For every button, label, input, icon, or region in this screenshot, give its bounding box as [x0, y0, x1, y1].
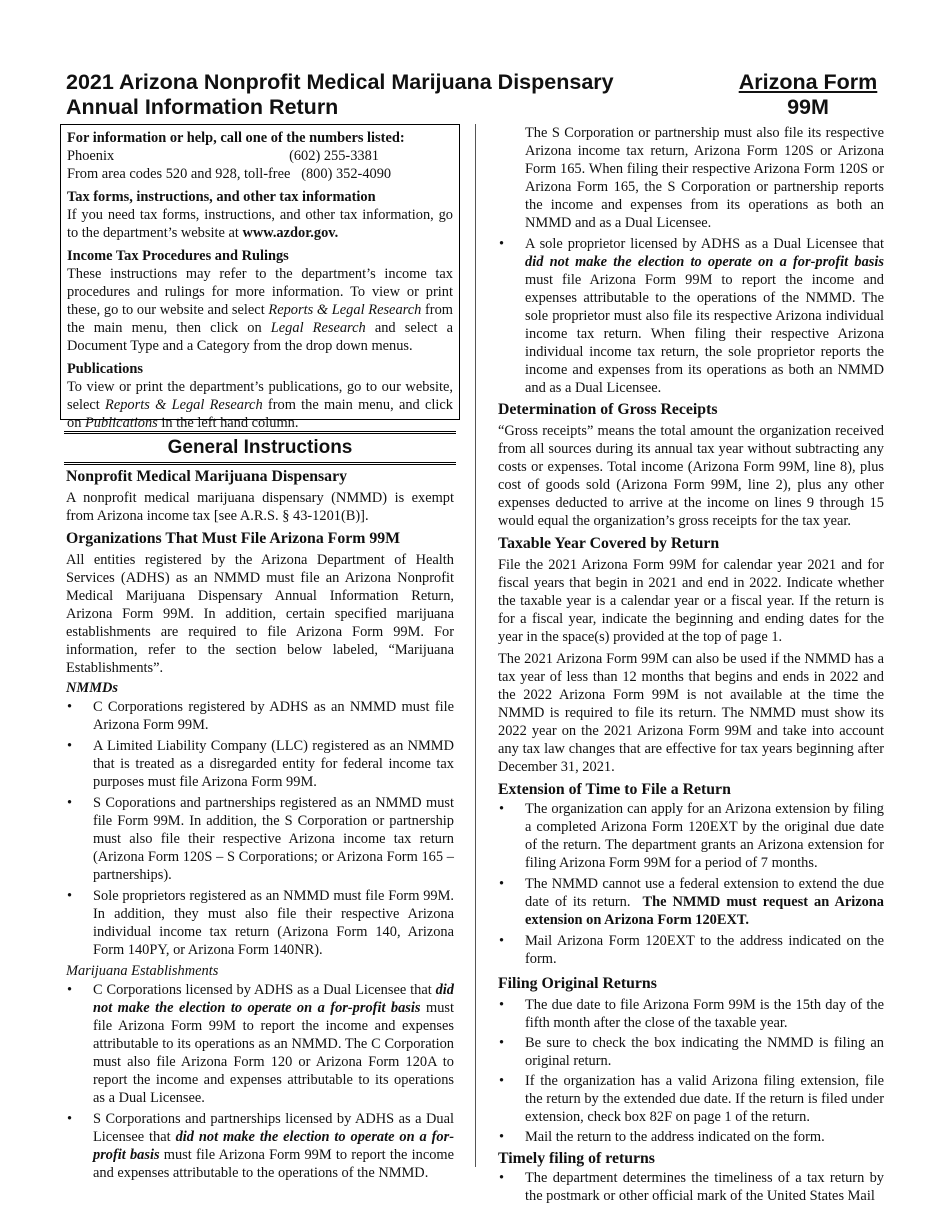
me-bullet-1-b: must file Arizona Form 99M to report the income and expenses attributable to its operations as an NMMD. The C Corporation must also file Arizona Form 120 or Arizona Form 120A to report the income and expenses attributable to its operations as a Dual Licensee. — [93, 1000, 454, 1106]
procedures-body-3: and select a Document Type and a Category from the drop down menus. — [67, 320, 453, 354]
publications-body-2: from the main menu, and click on — [67, 397, 453, 431]
timely-list — [498, 1169, 884, 1205]
list-item — [498, 875, 884, 929]
phoenix-phone-row — [67, 147, 453, 165]
list-item: • Mail Arizona Form 120EXT to the address indicated on the form. — [498, 932, 884, 968]
me-bullet-2-b: must file Arizona Form 99M to report the income and expenses attributable to the operations of the NMMD. — [93, 1147, 454, 1181]
left-column — [66, 467, 454, 1185]
continued-text: The S Corporation or partnership must also file its respective Arizona income tax return, Arizona Form 120S or Arizona Form 165. When filing their respective Arizona Form 120S or Arizona Form 165, the S Corporation or partnership reports the income and expenses from its operations as both an NMMD and as a Dual Licensee. — [525, 125, 884, 231]
me-bullet-1-emphasis: did not make the election to operate on a for-profit basis — [93, 982, 454, 1016]
right-column — [498, 124, 884, 1208]
info-box — [60, 124, 460, 431]
publications-heading: Publications — [67, 361, 143, 377]
list-item: • The due date to file Arizona Form 99M is the 15th day of the fifth month after the close of the taxable year. — [498, 996, 884, 1032]
list-item: • Mail the return to the address indicated on the form. — [498, 1128, 884, 1146]
title-line-1: 2021 Arizona Nonprofit Medical Marijuana Dispensary — [66, 70, 614, 94]
orgs-text: All entities registered by the Arizona Department of Health Services (ADHS) as an NMMD must file an Arizona Nonprofit Medical Marijuana Dispensary Annual Information Return, Arizona Form 99M. In addition, certain specified marijuana establishments are required to file Arizona Form 99M. For information, refer to the section below labeled, “Marijuana Establishments”. — [66, 552, 454, 676]
procedures-body-2: from the main menu, then click on — [67, 302, 453, 336]
gross-receipts-text: “Gross receipts” means the total amount the organization received from all sources during its annual tax year without subtracting any costs or expenses. Total income (Arizona Form 99M, line 8), plus cost of goods sold (Arizona Form 99M, line 2), plus any other expenses deducted to arrive at the income on lines 9 through 15 would equal the organization’s gross receipts for the tax year. — [498, 423, 884, 529]
page-title — [66, 70, 706, 120]
general-instructions-heading: General Instructions — [64, 431, 456, 465]
me-bullet-2-a: S Corporations and partnerships licensed by ADHS as a Dual Licensee that — [93, 1111, 454, 1145]
publications-body-1: To view or print the department’s publications, go to our website, select — [67, 379, 453, 413]
form-id — [728, 70, 888, 120]
timely-heading: Timely filing of returns — [498, 1150, 655, 1167]
extension-list — [498, 800, 884, 968]
me-subheading: Marijuana Establishments — [66, 963, 219, 979]
list-item — [498, 235, 884, 397]
list-item: • C Corporations registered by ADHS as an NMMD must file Arizona Form 99M. — [66, 698, 454, 734]
publications-body-3: in the left hand column. — [161, 415, 299, 431]
list-item: • The department determines the timeliness of a tax return by the postmark or other official mark of the United States Mail — [498, 1169, 884, 1205]
list-item: • S Coporations and partnerships registered as an NMMD must file Form 99M. In addition, the S Corporation or partnership must also file their respective Arizona income tax return (Arizona Form 120S – S Corporations; or Arizona Form 165 – partnerships). — [66, 794, 454, 884]
help-heading: For information or help, call one of the numbers listed: — [67, 130, 405, 146]
tollfree-phone: (800) 352-4090 — [301, 166, 392, 182]
procedures-text — [67, 265, 453, 355]
gross-receipts-heading: Determination of Gross Receipts — [498, 401, 718, 418]
ext-bullet-2-a: The NMMD cannot use a federal extension to extend the due date of its return. — [525, 876, 884, 910]
taxable-year-text-1: File the 2021 Arizona Form 99M for calendar year 2021 and for fiscal years that begin in 2021 and end in 2022. Indicate whether the taxable year is a calendar year or a fiscal year. If the return is for a fiscal year, indicate the beginning and ending dates for the year in the space(s) provided at the top of page 1. — [498, 557, 884, 645]
list-item: • The organization can apply for an Arizona extension by filing a completed Arizona Form 120EXT by the original due date of the return. The department grants an Arizona extension for filing Arizona Form 99M for a period of 7 months. — [498, 800, 884, 872]
nmmds-subheading: NMMDs — [66, 680, 118, 696]
publications-ref: Publications — [85, 415, 158, 431]
phoenix-label: Phoenix — [67, 148, 115, 164]
legal-research-ref: Legal Research — [270, 320, 366, 336]
list-item — [66, 981, 454, 1107]
phoenix-phone: (602) 255-3381 — [289, 148, 379, 164]
column-divider — [475, 124, 476, 1167]
sole-a: A sole proprietor licensed by ADHS as a Dual Licensee that — [525, 236, 884, 252]
nmmd-bullet-list — [66, 698, 454, 959]
taxable-year-text-2: The 2021 Arizona Form 99M can also be used if the NMMD has a tax year of less than 12 months that begins and ends in 2022 and the 2022 Arizona Form 99M is not available at the time the NMMD is required to file its return. The NMMD must show its 2022 year on the 2021 Arizona Form 99M and take into account any tax law changes that are effective for tax years beginning after December 31, 2021. — [498, 651, 884, 775]
nmmd-heading: Nonprofit Medical Marijuana Dispensary — [66, 468, 347, 485]
me-bullet-list — [66, 981, 454, 1182]
form-label: Arizona Form — [738, 70, 878, 94]
title-line-2: Annual Information Return — [66, 95, 339, 119]
procedures-heading: Income Tax Procedures and Rulings — [67, 248, 289, 264]
orgs-heading: Organizations That Must File Arizona Form 99M — [66, 530, 401, 547]
filing-heading: Filing Original Returns — [498, 975, 657, 992]
tollfree-row — [67, 165, 453, 183]
sole-b: must file Arizona Form 99M to report the income and expenses attributable to the operations of the NMMD. The sole proprietor must also file its respective Arizona individual income tax return. When filing their respective Arizona individual income tax return, the sole proprietor reports the income and expenses from its operations as both an NMMD and as a Dual Licensee. — [525, 272, 884, 396]
sole-emphasis: did not make the election to operate on a for-profit basis — [525, 254, 884, 270]
ext-bullet-2-bold: The NMMD must request an Arizona extension on Arizona Form 120EXT. — [525, 894, 884, 928]
me-bullet-1-a: C Corporations licensed by ADHS as a Dual Licensee that — [93, 982, 432, 998]
sole-proprietor-list — [498, 235, 884, 397]
website-link[interactable]: www.azdor.gov. — [242, 225, 339, 241]
tollfree-text: From area codes 520 and 928, toll-free — [67, 166, 291, 182]
publications-text — [67, 378, 453, 432]
publications-reports-ref: Reports & Legal Research — [105, 397, 263, 413]
filing-list — [498, 996, 884, 1146]
list-item: • Be sure to check the box indicating the NMMD is filing an original return. — [498, 1034, 884, 1070]
list-item: • Sole proprietors registered as an NMMD must file Form 99M. In addition, they must also file their respective Arizona individual income tax return (Arizona Form 140, Arizona Form 140PY, or Arizona Form 140NR). — [66, 887, 454, 959]
extension-heading: Extension of Time to File a Return — [498, 781, 731, 798]
forms-heading: Tax forms, instructions, and other tax information — [67, 189, 376, 205]
list-item: • If the organization has a valid Arizona filing extension, file the return by the extended due date. If the return is filed under extension, check box 82F on page 1 of the return. — [498, 1072, 884, 1126]
forms-text — [67, 206, 453, 242]
me-bullet-2-emphasis: did not make the election to operate on a for-profit basis — [93, 1129, 455, 1163]
list-item — [66, 1110, 454, 1182]
list-item: • A Limited Liability Company (LLC) registered as an NMMD that is treated as a disregarded entity for federal income tax purposes must file Arizona Form 99M. — [66, 737, 454, 791]
forms-body: If you need tax forms, instructions, and other tax information, go to the department’s website at — [67, 207, 453, 241]
nmmd-text: A nonprofit medical marijuana dispensary (NMMD) is exempt from Arizona income tax [see A.R.S. § 43-1201(B)]. — [66, 490, 454, 524]
procedures-body-1: These instructions may refer to the department’s income tax procedures and rulings for more information. To view or print these, go to our website and select — [67, 266, 453, 318]
reports-legal-research-ref: Reports & Legal Research — [268, 302, 422, 318]
form-number: 99M — [787, 95, 829, 119]
taxable-year-heading: Taxable Year Covered by Return — [498, 535, 720, 552]
